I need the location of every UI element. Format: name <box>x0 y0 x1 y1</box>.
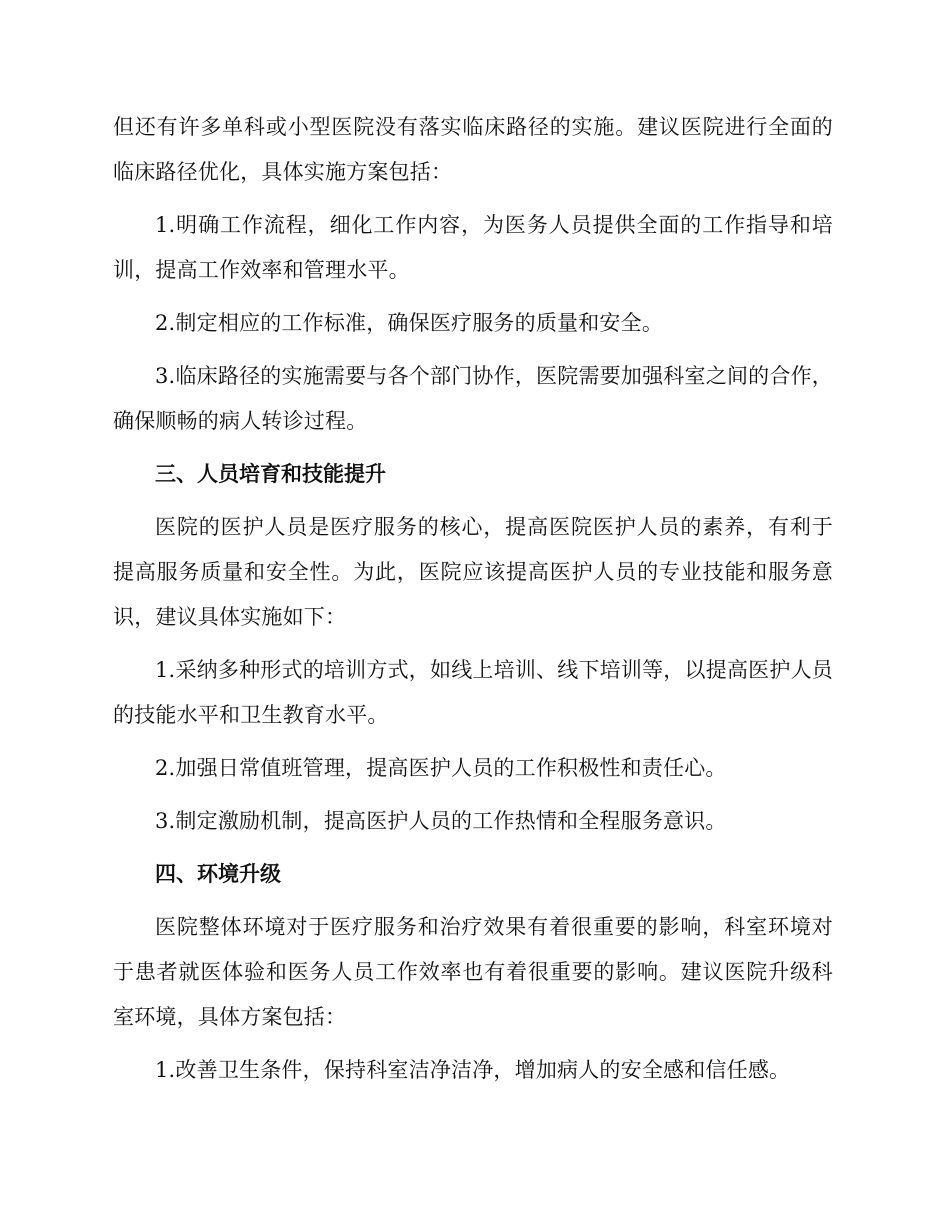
list-item: 3.制定激励机制，提高医护人员的工作热情和全程服务意识。 <box>155 809 727 833</box>
list-item: 1.采纳多种形式的培训方式，如线上培训、线下培训等，以提高医护人员的技能水平和卫生教育水平。 <box>113 658 833 727</box>
list-item: 1.明确工作流程，细化工作内容，为医务人员提供全面的工作指导和培训，提高工作效率和管理水平。 <box>113 213 833 282</box>
paragraph-section4-intro: 医院整体环境对于医疗服务和治疗效果有着很重要的影响，科室环境对于患者就医体验和医务人员工作效率也有着很重要的影响。建议医院升级科室环境，具体方案包括： <box>113 915 833 1029</box>
section-heading-3: 三、人员培育和技能提升 <box>155 462 386 486</box>
list-item: 2.加强日常值班管理，提高医护人员的工作积极性和责任心。 <box>155 756 727 780</box>
list-item: 1.改善卫生条件，保持科室洁净洁净，增加病人的安全感和信任感。 <box>155 1058 791 1082</box>
paragraph-section3-intro: 医院的医护人员是医疗服务的核心，提高医院医护人员的素养，有利于提高服务质量和安全性。为此，医院应该提高医护人员的专业技能和服务意识，建议具体实施如下： <box>113 515 833 629</box>
document-body <box>113 105 833 1101</box>
list-item: 3.临床路径的实施需要与各个部门协作，医院需要加强科室之间的合作，确保顺畅的病人转诊过程。 <box>113 364 833 433</box>
list-item: 2.制定相应的工作标准，确保医疗服务的质量和安全。 <box>155 311 664 335</box>
section-heading-4: 四、环境升级 <box>155 862 281 886</box>
paragraph-intro: 但还有许多单科或小型医院没有落实临床路径的实施。建议医院进行全面的临床路径优化，具体实施方案包括： <box>113 115 833 184</box>
